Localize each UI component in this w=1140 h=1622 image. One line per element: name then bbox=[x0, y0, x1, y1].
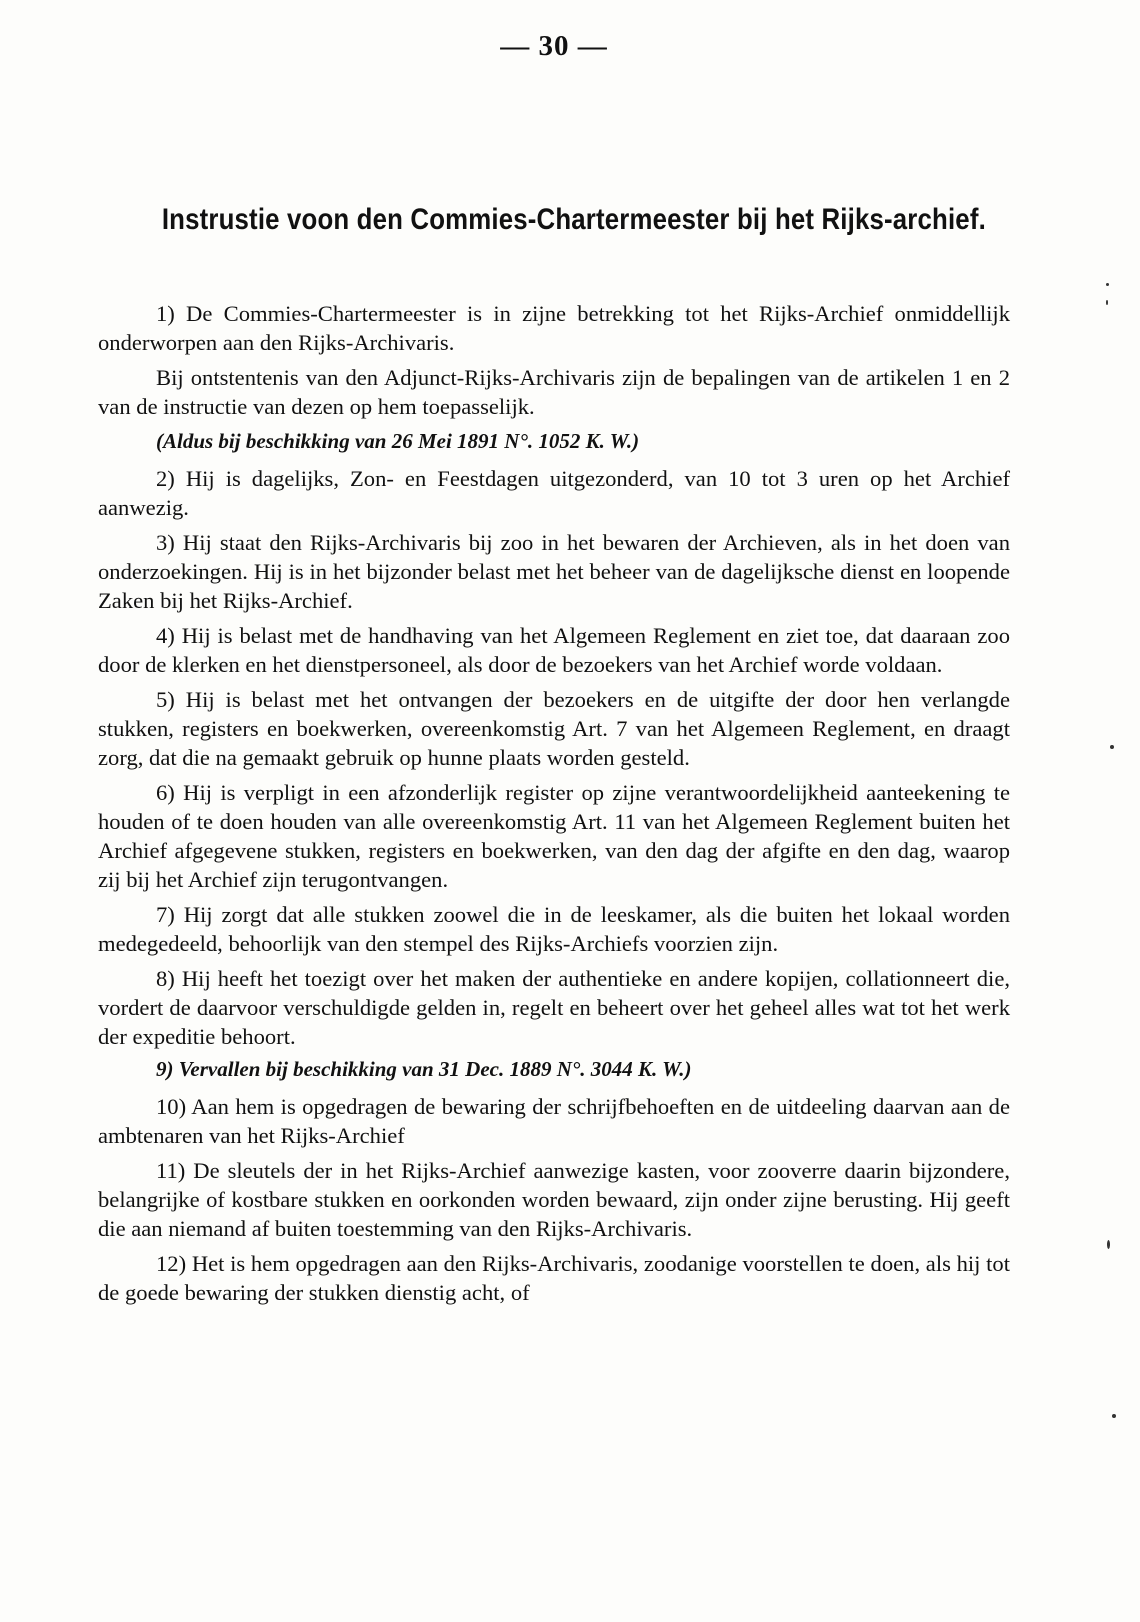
article-1: 1) De Commies-Chartermeester is in zijne betrekking tot het Rijks-Archief onmiddellijk onderworpen aan den Rijks-Archivaris. bbox=[98, 301, 1010, 355]
article-10: 10) Aan hem is opgedragen de bewaring der schrijfbehoeften en de uitdeeling daarvan aan de ambtenaren van het Rijks-Archief bbox=[98, 1094, 1010, 1148]
article-8: 8) Hij heeft het toezigt over het maken der authentieke en andere kopijen, collationneert die, vordert de daarvoor verschuldigde gelden in, regelt en beheert over het geheel alles wat tot het werk der expeditie behoort. bbox=[98, 966, 1010, 1049]
scan-margin-marks bbox=[1080, 0, 1140, 1622]
scan-speck bbox=[1107, 1240, 1110, 1249]
article-11: 11) De sleutels der in het Rijks-Archief aanwezige kasten, voor zooverre daarin bijzondere, belangrijke of kostbare stukken en oorkonden worden bewaard, zijn onder zijne berusting. Hij geeft die aan niemand af buiten toestemming van den Rijks-Archivaris. bbox=[98, 1158, 1010, 1241]
article-1-addendum: Bij ontstentenis van den Adjunct-Rijks-Archivaris zijn de bepalingen van de artikelen 1 en 2 van de instructie van dezen op hem toepasselijk. bbox=[98, 365, 1010, 419]
article-7: 7) Hij zorgt dat alle stukken zoowel die in de leeskamer, als die buiten het lokaal worden medegedeeld, behoorlijk van den stempel des Rijks-Archiefs voorzien zijn. bbox=[98, 902, 1010, 956]
scan-speck bbox=[1110, 745, 1114, 749]
scan-speck bbox=[1106, 300, 1108, 305]
article-9-repealed: 9) Vervallen bij beschikking van 31 Dec. 1889 N°. 3044 K. W.) bbox=[156, 1057, 692, 1081]
article-2: 2) Hij is dagelijks, Zon- en Feestdagen uitgezonderd, van 10 tot 3 uren op het Archief aanwezig. bbox=[98, 466, 1010, 520]
article-6: 6) Hij is verpligt in een afzonderlijk register op zijne verantwoordelijkheid aanteekening te houden of te doen houden van alle overeenkomstig Art. 11 van het Algemeen Reglement buiten het Archief afgegevene stukken, registers en boekwerken, van den dag der afgifte en den dag, waarop zij bij het Archief zijn terugontvangen. bbox=[98, 780, 1010, 892]
document-title: Instrustie voon den Commies-Chartermeester bij het Rijks-archief. bbox=[161, 203, 986, 236]
scan-speck bbox=[1112, 1414, 1116, 1418]
article-3: 3) Hij staat den Rijks-Archivaris bij zoo in het bewaren der Archieven, als in het doen van onderzoekingen. Hij is in het bijzonder belast met het beheer van de dagelijksche dienst en loopende Zaken bij het Rijks-Archief. bbox=[98, 530, 1010, 613]
page-number: — 30 — bbox=[500, 30, 608, 62]
document-page bbox=[98, 30, 1010, 1313]
decree-note-1: (Aldus bij beschikking van 26 Mei 1891 N°. 1052 K. W.) bbox=[156, 429, 640, 453]
article-4: 4) Hij is belast met de handhaving van het Algemeen Reglement en ziet toe, dat daaraan zoo door de klerken en het dienstpersoneel, als door de bezoekers van het Archief worde voldaan. bbox=[98, 623, 1010, 677]
article-12: 12) Het is hem opgedragen aan den Rijks-Archivaris, zoodanige voorstellen te doen, als hij tot de goede bewaring der stukken dienstig acht, of bbox=[98, 1251, 1010, 1305]
article-5: 5) Hij is belast met het ontvangen der bezoekers en de uitgifte der door hen verlangde stukken, registers en boekwerken, overeenkomstig Art. 7 van het Algemeen Reglement, en draagt zorg, dat die na gemaakt gebruik op hunne plaats worden gesteld. bbox=[98, 687, 1010, 770]
scan-speck bbox=[1106, 283, 1109, 286]
